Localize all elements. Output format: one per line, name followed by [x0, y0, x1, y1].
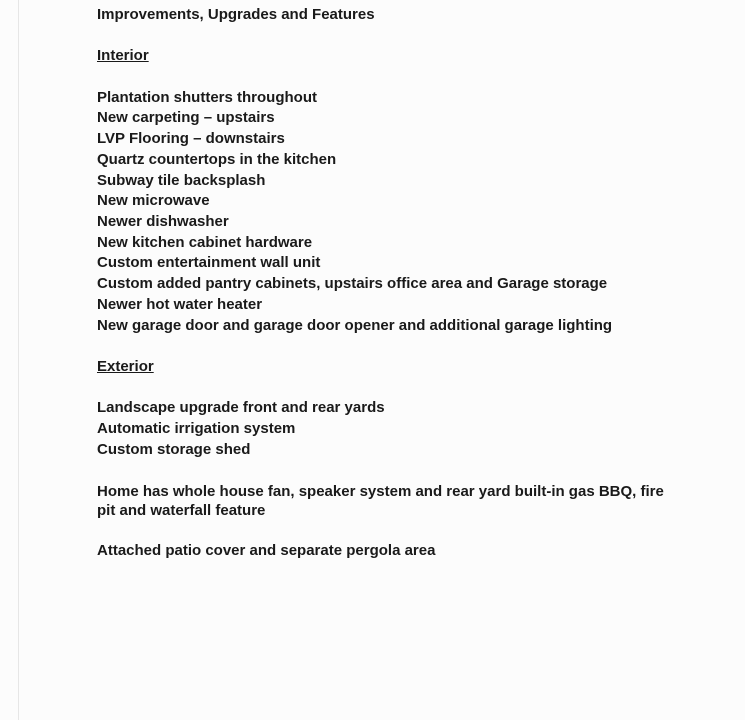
exterior-item: Automatic irrigation system — [97, 420, 296, 437]
interior-item: Quartz countertops in the kitchen — [97, 150, 337, 168]
exterior-item: Landscape upgrade front and rear yards — [97, 399, 385, 417]
interior-item: LVP Flooring – downstairs — [97, 130, 285, 148]
interior-item: Subway tile backsplash — [97, 171, 266, 189]
interior-heading: Interior — [97, 47, 149, 65]
document-title: Improvements, Upgrades and Features — [97, 6, 375, 23]
exterior-item: Custom storage shed — [97, 440, 251, 458]
exterior-list — [97, 398, 697, 460]
interior-item: New carpeting – upstairs — [97, 109, 275, 127]
patio-note: Attached patio cover and separate pergola area — [97, 542, 436, 560]
interior-item: New garage door and garage door opener and additional garage lighting — [97, 316, 613, 334]
interior-item: Newer hot water heater — [97, 295, 263, 313]
interior-list — [97, 88, 697, 336]
features-note: Home has whole house fan, speaker system and rear yard built-in gas BBQ, fire pit and waterfall feature — [97, 483, 664, 520]
exterior-heading: Exterior — [97, 357, 154, 375]
interior-item: Plantation shutters throughout — [97, 88, 317, 106]
interior-item: Custom added pantry cabinets, upstairs office area and Garage storage — [97, 275, 608, 293]
interior-item: Custom entertainment wall unit — [97, 254, 321, 272]
scan-edge-line — [18, 0, 19, 720]
interior-item: New kitchen cabinet hardware — [97, 233, 313, 251]
document-body — [97, 5, 697, 562]
interior-item: New microwave — [97, 192, 210, 210]
interior-item: Newer dishwasher — [97, 213, 229, 230]
